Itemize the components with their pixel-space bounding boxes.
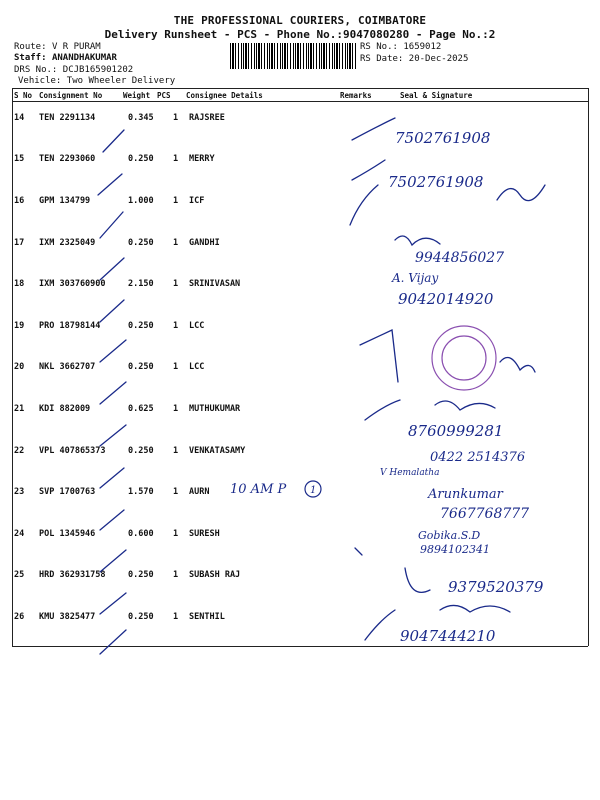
- row-sno: 17: [14, 238, 25, 248]
- drs-value: DCJB165901202: [62, 65, 134, 75]
- route-value: V R PURAM: [51, 42, 101, 52]
- col-consignee: Consignee Details: [186, 91, 263, 100]
- handwritten-phone: 7667768777: [440, 506, 530, 522]
- staff-line: [14, 53, 117, 64]
- row-pcs: 1: [173, 154, 179, 164]
- row-consignment: IXM 303760900: [39, 279, 106, 289]
- row-consignee: SURESH: [189, 529, 220, 539]
- handwritten-phone: 9894102341: [420, 543, 490, 556]
- row-consignment: IXM 2325049: [39, 238, 96, 248]
- handwritten-phone: 9944856027: [415, 250, 505, 266]
- col-remarks: Remarks: [340, 91, 372, 100]
- row-consignee: GANDHI: [189, 238, 220, 248]
- rs-date-value: 20-Dec-2025: [408, 54, 469, 64]
- row-consignee: ICF: [189, 196, 205, 206]
- handwritten-remark: 10 AM P: [230, 482, 287, 497]
- col-seal-signature: Seal & Signature: [400, 91, 473, 100]
- row-pcs: 1: [173, 113, 179, 123]
- staff-value: ANANDHAKUMAR: [51, 53, 117, 63]
- handwritten-name: V Hemalatha: [380, 468, 440, 478]
- row-consignee: RAJSREE: [189, 113, 225, 123]
- row-weight: 0.345: [128, 113, 154, 123]
- row-consignment: GPM 134799: [39, 196, 91, 206]
- row-consignment: KDI 882009: [39, 404, 91, 414]
- row-consignee: AURN: [189, 487, 210, 497]
- row-consignment: TEN 2293060: [39, 154, 96, 164]
- row-weight: 1.570: [128, 487, 154, 497]
- handwritten-phone: 9042014920: [398, 290, 494, 308]
- company-title: THE PROFESSIONAL COURIERS, COIMBATORE: [173, 14, 427, 27]
- handwritten-phone: 0422 2514376: [430, 450, 526, 465]
- row-sno: 26: [14, 612, 25, 622]
- row-pcs: 1: [173, 612, 179, 622]
- handwritten-remark-number: 1: [310, 485, 317, 496]
- row-pcs: 1: [173, 529, 179, 539]
- row-pcs: 1: [173, 404, 179, 414]
- handwritten-phone: 9047444210: [400, 627, 496, 645]
- handwritten-name: Gobika.S.D: [418, 529, 481, 542]
- row-sno: 16: [14, 196, 25, 206]
- col-weight: Weight: [123, 91, 151, 100]
- handwritten-phone: 7502761908: [395, 129, 491, 147]
- row-sno: 21: [14, 404, 25, 414]
- row-weight: 1.000: [128, 196, 154, 206]
- row-weight: 0.250: [128, 446, 154, 456]
- row-sno: 15: [14, 154, 25, 164]
- row-pcs: 1: [173, 446, 179, 456]
- table-top-rule: [12, 88, 588, 89]
- row-consignment: KMU 3825477: [39, 612, 96, 622]
- row-sno: 22: [14, 446, 25, 456]
- row-weight: 0.250: [128, 570, 154, 580]
- handwritten-phone: 7502761908: [388, 173, 484, 191]
- table-row: [0, 601, 600, 653]
- row-weight: 0.250: [128, 362, 154, 372]
- row-consignee: VENKATASAMY: [189, 446, 246, 456]
- row-pcs: 1: [173, 570, 179, 580]
- rs-date-line: [360, 54, 468, 65]
- row-consignee: LCC: [189, 362, 205, 372]
- col-pcs: PCS: [157, 91, 171, 100]
- row-sno: 18: [14, 279, 25, 289]
- col-consignment: Consignment No: [39, 91, 103, 100]
- rs-no-line: [360, 42, 441, 53]
- route-label: Route:: [14, 42, 47, 52]
- runsheet-subtitle: Delivery Runsheet - PCS - Phone No.:9047080280 - Page No.:2: [104, 28, 496, 41]
- row-consignment: VPL 407865373: [39, 446, 106, 456]
- row-sno: 14: [14, 113, 25, 123]
- rs-no-value: 1659012: [403, 42, 442, 52]
- row-consignee: SENTHIL: [189, 612, 225, 622]
- col-sno: S No: [14, 91, 33, 100]
- row-pcs: 1: [173, 362, 179, 372]
- handwritten-name: A. Vijay: [392, 271, 439, 285]
- rs-date-label: RS Date:: [360, 54, 404, 64]
- row-weight: 0.600: [128, 529, 154, 539]
- handwritten-phone: 8760999281: [408, 422, 504, 440]
- row-consignment: HRD 362931758: [39, 570, 106, 580]
- row-sno: 25: [14, 570, 25, 580]
- vehicle-value: Two Wheeler Delivery: [66, 76, 176, 86]
- vehicle-label: Vehicle:: [18, 76, 62, 86]
- row-sno: 20: [14, 362, 25, 372]
- row-pcs: 1: [173, 196, 179, 206]
- row-consignment: SVP 1700763: [39, 487, 96, 497]
- row-consignee: MERRY: [189, 154, 215, 164]
- row-consignment: PRO 18798144: [39, 321, 101, 331]
- row-sno: 24: [14, 529, 25, 539]
- handwritten-phone: 9379520379: [448, 578, 544, 596]
- row-weight: 2.150: [128, 279, 154, 289]
- row-weight: 0.250: [128, 154, 154, 164]
- row-weight: 0.250: [128, 321, 154, 331]
- route-line: [14, 42, 101, 53]
- row-consignment: NKL 3662707: [39, 362, 96, 372]
- drs-label: DRS No.:: [14, 65, 58, 75]
- row-consignment: TEN 2291134: [39, 113, 96, 123]
- row-sno: 23: [14, 487, 25, 497]
- row-consignee: SRINIVASAN: [189, 279, 241, 289]
- row-consignment: POL 1345946: [39, 529, 96, 539]
- drs-line: [14, 65, 133, 76]
- row-pcs: 1: [173, 487, 179, 497]
- row-pcs: 1: [173, 238, 179, 248]
- row-pcs: 1: [173, 279, 179, 289]
- staff-label: Staff:: [14, 53, 47, 63]
- row-consignee: SUBASH RAJ: [189, 570, 241, 580]
- vehicle-line: [18, 76, 175, 87]
- row-consignee: MUTHUKUMAR: [189, 404, 241, 414]
- handwritten-name: Arunkumar: [428, 487, 503, 502]
- row-consignee: LCC: [189, 321, 205, 331]
- row-weight: 0.625: [128, 404, 154, 414]
- row-weight: 0.250: [128, 612, 154, 622]
- barcode: [230, 43, 356, 69]
- row-pcs: 1: [173, 321, 179, 331]
- row-weight: 0.250: [128, 238, 154, 248]
- rs-no-label: RS No.:: [360, 42, 398, 52]
- row-sno: 19: [14, 321, 25, 331]
